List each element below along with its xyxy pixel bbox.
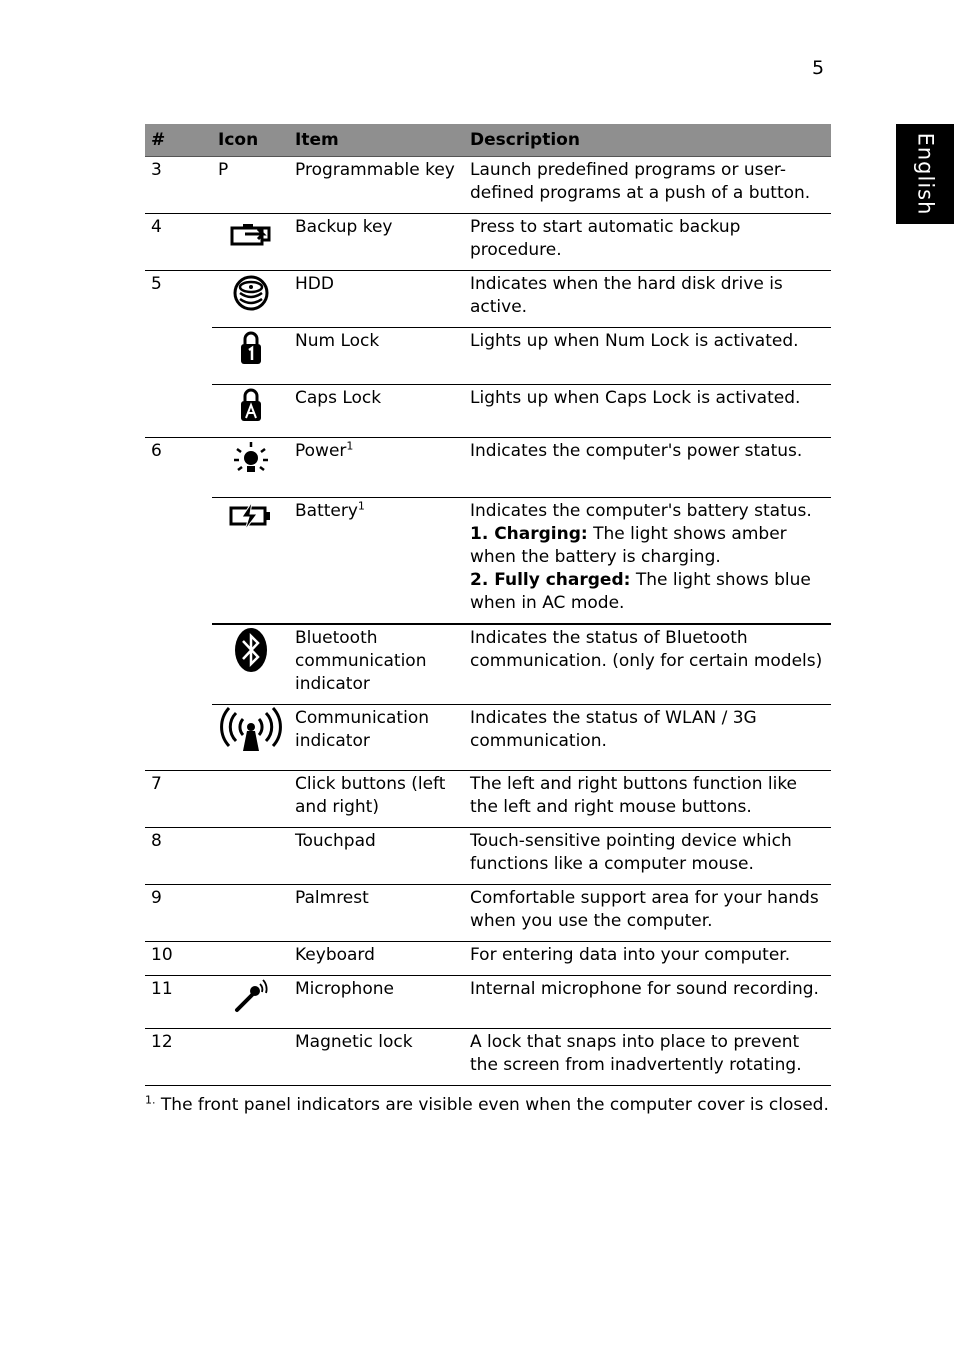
fully-charged-text: The light shows blue when in AC mode. bbox=[470, 570, 811, 613]
row-description: Indicates the status of WLAN / 3G communication. bbox=[464, 705, 831, 771]
power-icon bbox=[231, 440, 271, 480]
language-tab-label: English bbox=[913, 132, 938, 216]
row-description: Touch-sensitive pointing device which functions like a computer mouse. bbox=[464, 828, 831, 885]
table-row bbox=[145, 771, 831, 828]
row-description: Indicates the computer's power status. bbox=[464, 438, 831, 498]
row-description: Lights up when Num Lock is activated. bbox=[464, 328, 831, 385]
footnote-ref: 1 bbox=[357, 499, 365, 513]
row-num: 6 bbox=[145, 438, 212, 498]
table-row bbox=[145, 885, 831, 942]
row-num: 12 bbox=[145, 1029, 212, 1086]
battery-icon bbox=[228, 500, 274, 532]
row-item: Caps Lock bbox=[289, 385, 464, 438]
backup-icon bbox=[229, 216, 273, 250]
header-description: Description bbox=[464, 124, 831, 157]
row-description: Indicates the status of Bluetooth communication. (only for certain models) bbox=[464, 624, 831, 705]
caps-lock-icon bbox=[239, 387, 263, 423]
row-description: Lights up when Caps Lock is activated. bbox=[464, 385, 831, 438]
row-description: Launch predefined programs or user-defined programs at a push of a button. bbox=[470, 160, 811, 203]
footnote-ref: 1 bbox=[346, 439, 354, 453]
table-header-row bbox=[145, 124, 831, 157]
table-row bbox=[145, 828, 831, 885]
row-num: 5 bbox=[145, 271, 212, 328]
row-num: 10 bbox=[145, 942, 212, 976]
row-item: Communication indicator bbox=[289, 705, 464, 771]
row-num: 9 bbox=[145, 885, 212, 942]
table-row bbox=[145, 157, 831, 214]
table-row bbox=[145, 271, 831, 328]
row-description: Indicates when the hard disk drive is active. bbox=[464, 271, 831, 328]
wireless-icon bbox=[219, 707, 283, 753]
charging-label: 1. Charging: bbox=[470, 524, 588, 544]
row-description: Comfortable support area for your hands when you use the computer. bbox=[464, 885, 831, 942]
bluetooth-icon bbox=[234, 627, 268, 673]
row-item: Backup key bbox=[289, 214, 464, 271]
header-num: # bbox=[145, 124, 212, 157]
table-row bbox=[145, 438, 831, 498]
row-num bbox=[145, 498, 212, 625]
row-num bbox=[145, 385, 212, 438]
row-item: Touchpad bbox=[289, 828, 464, 885]
row-description: Indicates the computer's battery status. bbox=[470, 501, 812, 521]
table-row bbox=[145, 705, 831, 771]
row-num bbox=[145, 705, 212, 771]
language-tab bbox=[896, 124, 954, 224]
row-description: Internal microphone for sound recording. bbox=[464, 976, 831, 1029]
row-item: Battery bbox=[295, 501, 358, 521]
row-item: Bluetooth communication indicator bbox=[289, 624, 464, 705]
table-row bbox=[145, 976, 831, 1029]
row-description: A lock that snaps into place to prevent the screen from inadvertently rotating. bbox=[464, 1029, 831, 1086]
row-item: Microphone bbox=[289, 976, 464, 1029]
row-item: Magnetic lock bbox=[289, 1029, 464, 1086]
row-item: Keyboard bbox=[289, 942, 464, 976]
row-num bbox=[145, 624, 212, 705]
table-row bbox=[145, 328, 831, 385]
table-row bbox=[145, 1029, 831, 1086]
row-item: HDD bbox=[289, 271, 464, 328]
row-description: For entering data into your computer. bbox=[464, 942, 831, 976]
table-row bbox=[145, 385, 831, 438]
fully-charged-label: 2. Fully charged: bbox=[470, 570, 631, 590]
row-num: 11 bbox=[145, 976, 212, 1029]
components-table bbox=[145, 124, 831, 1086]
footnote bbox=[145, 1094, 829, 1117]
row-num: 3 bbox=[151, 160, 162, 180]
row-item: Programmable key bbox=[295, 160, 455, 180]
row-item: Palmrest bbox=[289, 885, 464, 942]
row-item: Power bbox=[295, 441, 347, 461]
row-item: Num Lock bbox=[289, 328, 464, 385]
row-description: Press to start automatic backup procedure. bbox=[464, 214, 831, 271]
num-lock-icon bbox=[239, 330, 263, 366]
footnote-marker: 1. bbox=[145, 1093, 156, 1107]
charging-text: The light shows amber when the battery is charging. bbox=[470, 524, 787, 567]
table-row bbox=[145, 214, 831, 271]
table-row bbox=[145, 498, 831, 625]
row-num: 4 bbox=[145, 214, 212, 271]
page-number: 5 bbox=[812, 57, 825, 79]
header-icon: Icon bbox=[212, 124, 289, 157]
table-row bbox=[145, 624, 831, 705]
row-num: 8 bbox=[145, 828, 212, 885]
row-item: Click buttons (left and right) bbox=[289, 771, 464, 828]
row-num: 7 bbox=[145, 771, 212, 828]
hdd-icon bbox=[231, 273, 271, 313]
programmable-key-icon-text: P bbox=[218, 160, 229, 180]
row-num bbox=[145, 328, 212, 385]
row-description: The left and right buttons function like the left and right mouse buttons. bbox=[464, 771, 831, 828]
microphone-icon bbox=[231, 978, 271, 1014]
footnote-text: The front panel indicators are visible even when the computer cover is closed. bbox=[155, 1095, 829, 1115]
header-item: Item bbox=[289, 124, 464, 157]
table-row bbox=[145, 942, 831, 976]
